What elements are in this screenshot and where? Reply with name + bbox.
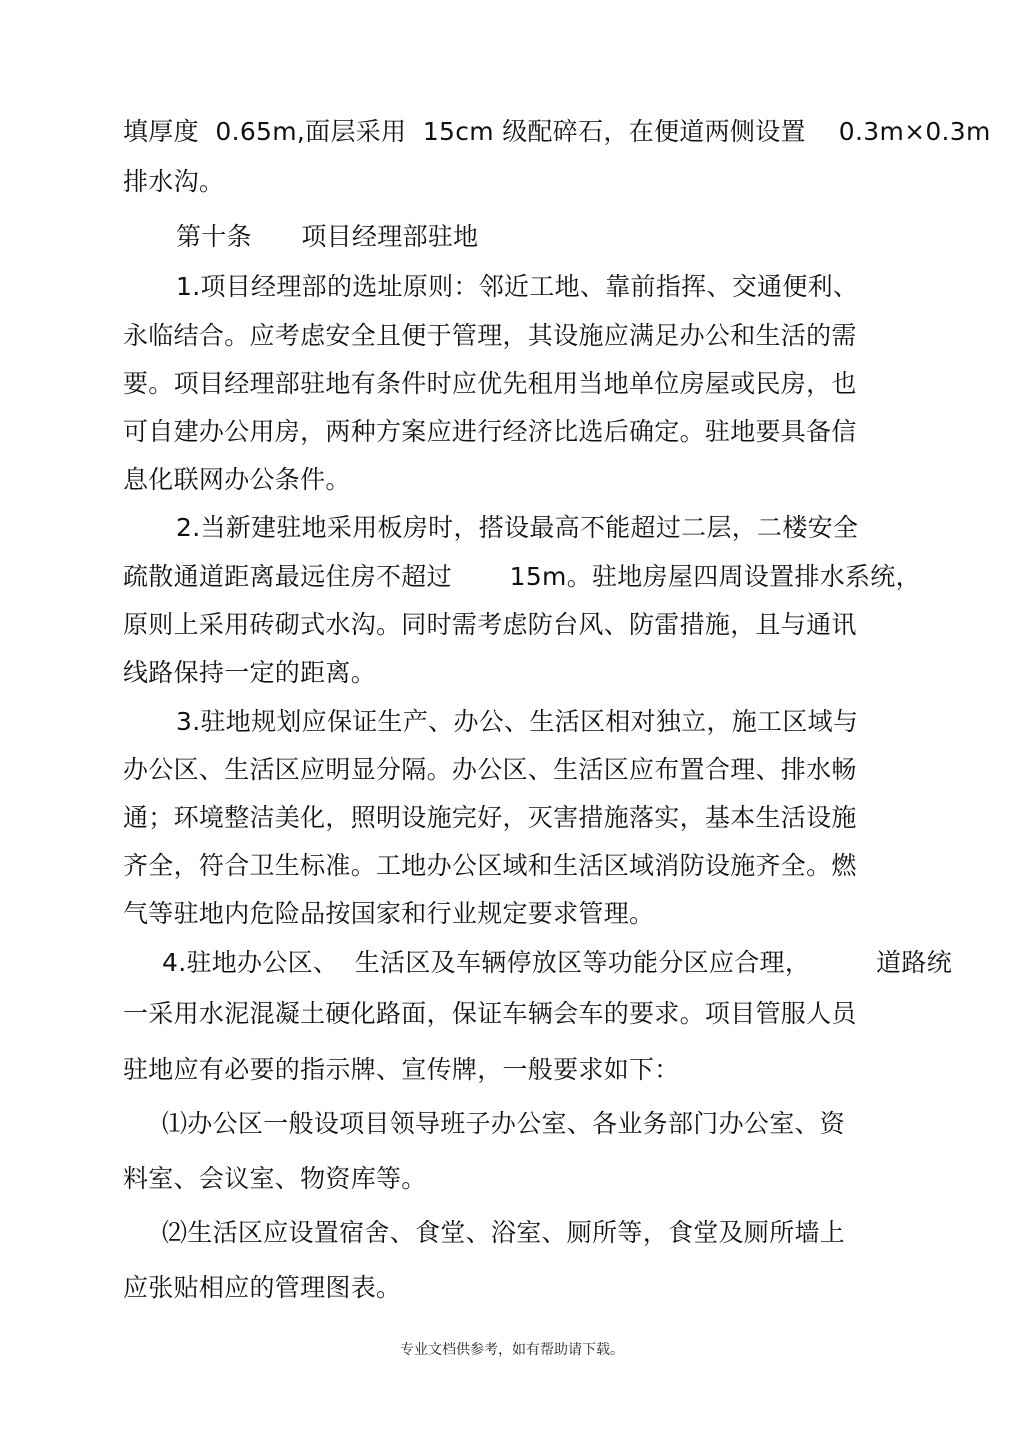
text-line: 气等驻地内危险品按国家和行业规定要求管理。 (123, 899, 655, 928)
text-line: 齐全，符合卫生标准。工地办公区域和生活区域消防设施齐全。燃 (123, 851, 857, 880)
text-line: 办公区、生活区应明显分隔。办公区、生活区应布置合理、排水畅 (123, 755, 857, 784)
text-line: 3.驻地规划应保证生产、办公、生活区相对独立，施工区域与 (176, 707, 859, 736)
section-heading: 第十条 项目经理部驻地 (176, 222, 479, 251)
text-line: 可自建办公用房，两种方案应进行经济比选后确定。驻地要具备信 (123, 417, 857, 446)
text-line: 填厚度 0.65m,面层采用 15cm 级配碎石，在便道两侧设置 0.3m×0.3m (123, 117, 991, 146)
text-line: 息化联网办公条件。 (123, 465, 351, 494)
text-line: 排水沟。 (123, 167, 225, 196)
page-footer: 专业文档供参考，如有帮助请下载。 (400, 1342, 624, 1358)
text-line: 原则上采用砖砌式水沟。同时需考虑防台风、防雷措施，且与通讯 (123, 610, 857, 639)
text-line: 一采用水泥混凝土硬化路面，保证车辆会车的要求。项目管服人员 (123, 999, 857, 1028)
text-line: 线路保持一定的距离。 (123, 658, 377, 687)
text-line: 应张贴相应的管理图表。 (123, 1273, 402, 1302)
text-line: 2.当新建驻地采用板房时，搭设最高不能超过二层，二楼安全 (176, 513, 859, 542)
text-line: 料室、会议室、物资库等。 (123, 1164, 427, 1193)
text-line: 要。项目经理部驻地有条件时应优先租用当地单位房屋或民房，也 (123, 369, 857, 398)
text-line: ⑵生活区应设置宿舍、食堂、浴室、厕所等，食堂及厕所墙上 (162, 1218, 846, 1247)
text-line: 疏散通道距离最远住房不超过 15m。驻地房屋四周设置排水系统， (123, 562, 921, 591)
text-line: 驻地应有必要的指示牌、宣传牌，一般要求如下： (123, 1055, 680, 1084)
text-line: 1.项目经理部的选址原则：邻近工地、靠前指挥、交通便利、 (176, 272, 859, 301)
text-line: ⑴办公区一般设项目领导班子办公室、各业务部门办公室、资 (162, 1109, 846, 1138)
text-line: 永临结合。应考虑安全且便于管理，其设施应满足办公和生活的需 (123, 321, 857, 350)
text-line: 通；环境整洁美化，照明设施完好，灭害措施落实，基本生活设施 (123, 803, 857, 832)
text-line: 4.驻地办公区、 生活区及车辆停放区等功能分区应合理， 道路统 (162, 948, 953, 977)
